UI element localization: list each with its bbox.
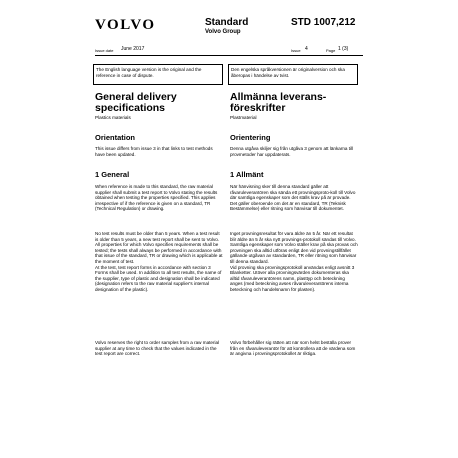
issue-value: 4 [305,46,308,52]
swedish-section-heading: 1 Allmänt [230,170,264,179]
page-label: Page [326,48,336,53]
volvo-logo [95,18,163,32]
notice-box-swedish: Den engelska språkversionen är originalversion och ska åberopas i händelse av tvist. [228,64,358,85]
header-divider [95,55,363,56]
english-orientation-text: This issue differs from issue 3 in that links to test methods have been updated. [95,146,213,157]
english-title: General delivery specifications [95,91,177,114]
english-paragraph-3: Volvo reserves the right to order samples from a raw material supplier at any time to check that the values indicated in the test report are correct. [95,340,220,357]
english-paragraph-2: No test results must be older than 5 years. When a test result is older than 5 years, a new test report shall be sent to Volvo. All properties for which Volvo specifies requirements shall be tested; the tests shall always be performed in accordance with that issue of the standard, TR or drawing which is applicable at the moment of test. At the test, test report forms in accordance with section 3 Forms shall be used. In addition to all test results, the name of the supplier, type of plastic and designation shall be indicated (designation refers to the raw material supplier's internal designation of the plastic). [95,231,223,292]
logo-text: VOLVO [95,17,156,33]
swedish-paragraph-3: Volvo förbehåller sig rätten att när som helst beställa prover från en råvaruleverantör för att kontrollera att de värdena som är angivna i provningsprotokollet är riktiga. [230,340,356,357]
swedish-subtitle: Plastmaterial [230,115,257,120]
swedish-orientation-text: Denna utgåva skiljer sig från utgåva 3 genom att länkarna till provmetoder har uppdaterats. [230,146,354,157]
english-subtitle: Plastics materials [95,115,131,120]
swedish-title: Allmänna leverans-föreskrifter [230,91,327,114]
organization-name: Volvo Group [205,29,241,35]
document-type: Standard [205,17,249,28]
english-paragraph-1: When reference is made to this standard, the raw material supplier shall submit a test report to Volvo stating the results obtained when testing the properties specified. This applies irrespective of if the reference is given on a standard, TR (Technical Regulation) or drawing. [95,184,218,212]
issue-label: Issue [291,48,301,53]
document-number: STD 1007,212 [291,17,356,28]
swedish-orientation-heading: Orientering [230,133,271,142]
swedish-paragraph-1: När hänvisning sker till denna standard gäller att råvaruleverantören ska sända ett provningsproto-koll till Volvo där samtliga egenskaper som det ställs krav på är provade. Det gäller oberoende om det är en standard, TR (Teknisk Bestämmelse) eller ritning som hänvisar till dokumentet. [230,184,356,212]
swedish-paragraph-2: Inget provningsresultat för vara äldre än 5 år. När ett resultat blir äldre än 5 år ska nytt provnings-protokoll sändas till Volvo. Samtliga egenskaper som Volvo ställer krav på ska provas och provningen ska alltid utföras enligt den vid provningstillfället gällande utgåvan av standarden, TR eller ritning som hänvisar till denna standard. Vid provning ska provningsprotokoll användas enligt avsnitt 3 Blanketter. Utöver alla provningsvärden dokumenteras ska alltid råvaruleverantörens namn, plasttyp och beteckning anges (med beteckning avses råvaruleverantörens interna beteckning och handelsnamn för plasten). [230,231,358,292]
issue-date-value: June 2017 [121,46,145,52]
english-section-heading: 1 General [95,170,130,179]
english-orientation-heading: Orientation [95,133,136,142]
document-page [87,8,371,450]
notice-box-english: The English language version is the original and the reference in case of dispute. [93,64,223,85]
page-value: 1 (3) [338,46,349,52]
issue-date-label: Issue date [95,48,114,53]
